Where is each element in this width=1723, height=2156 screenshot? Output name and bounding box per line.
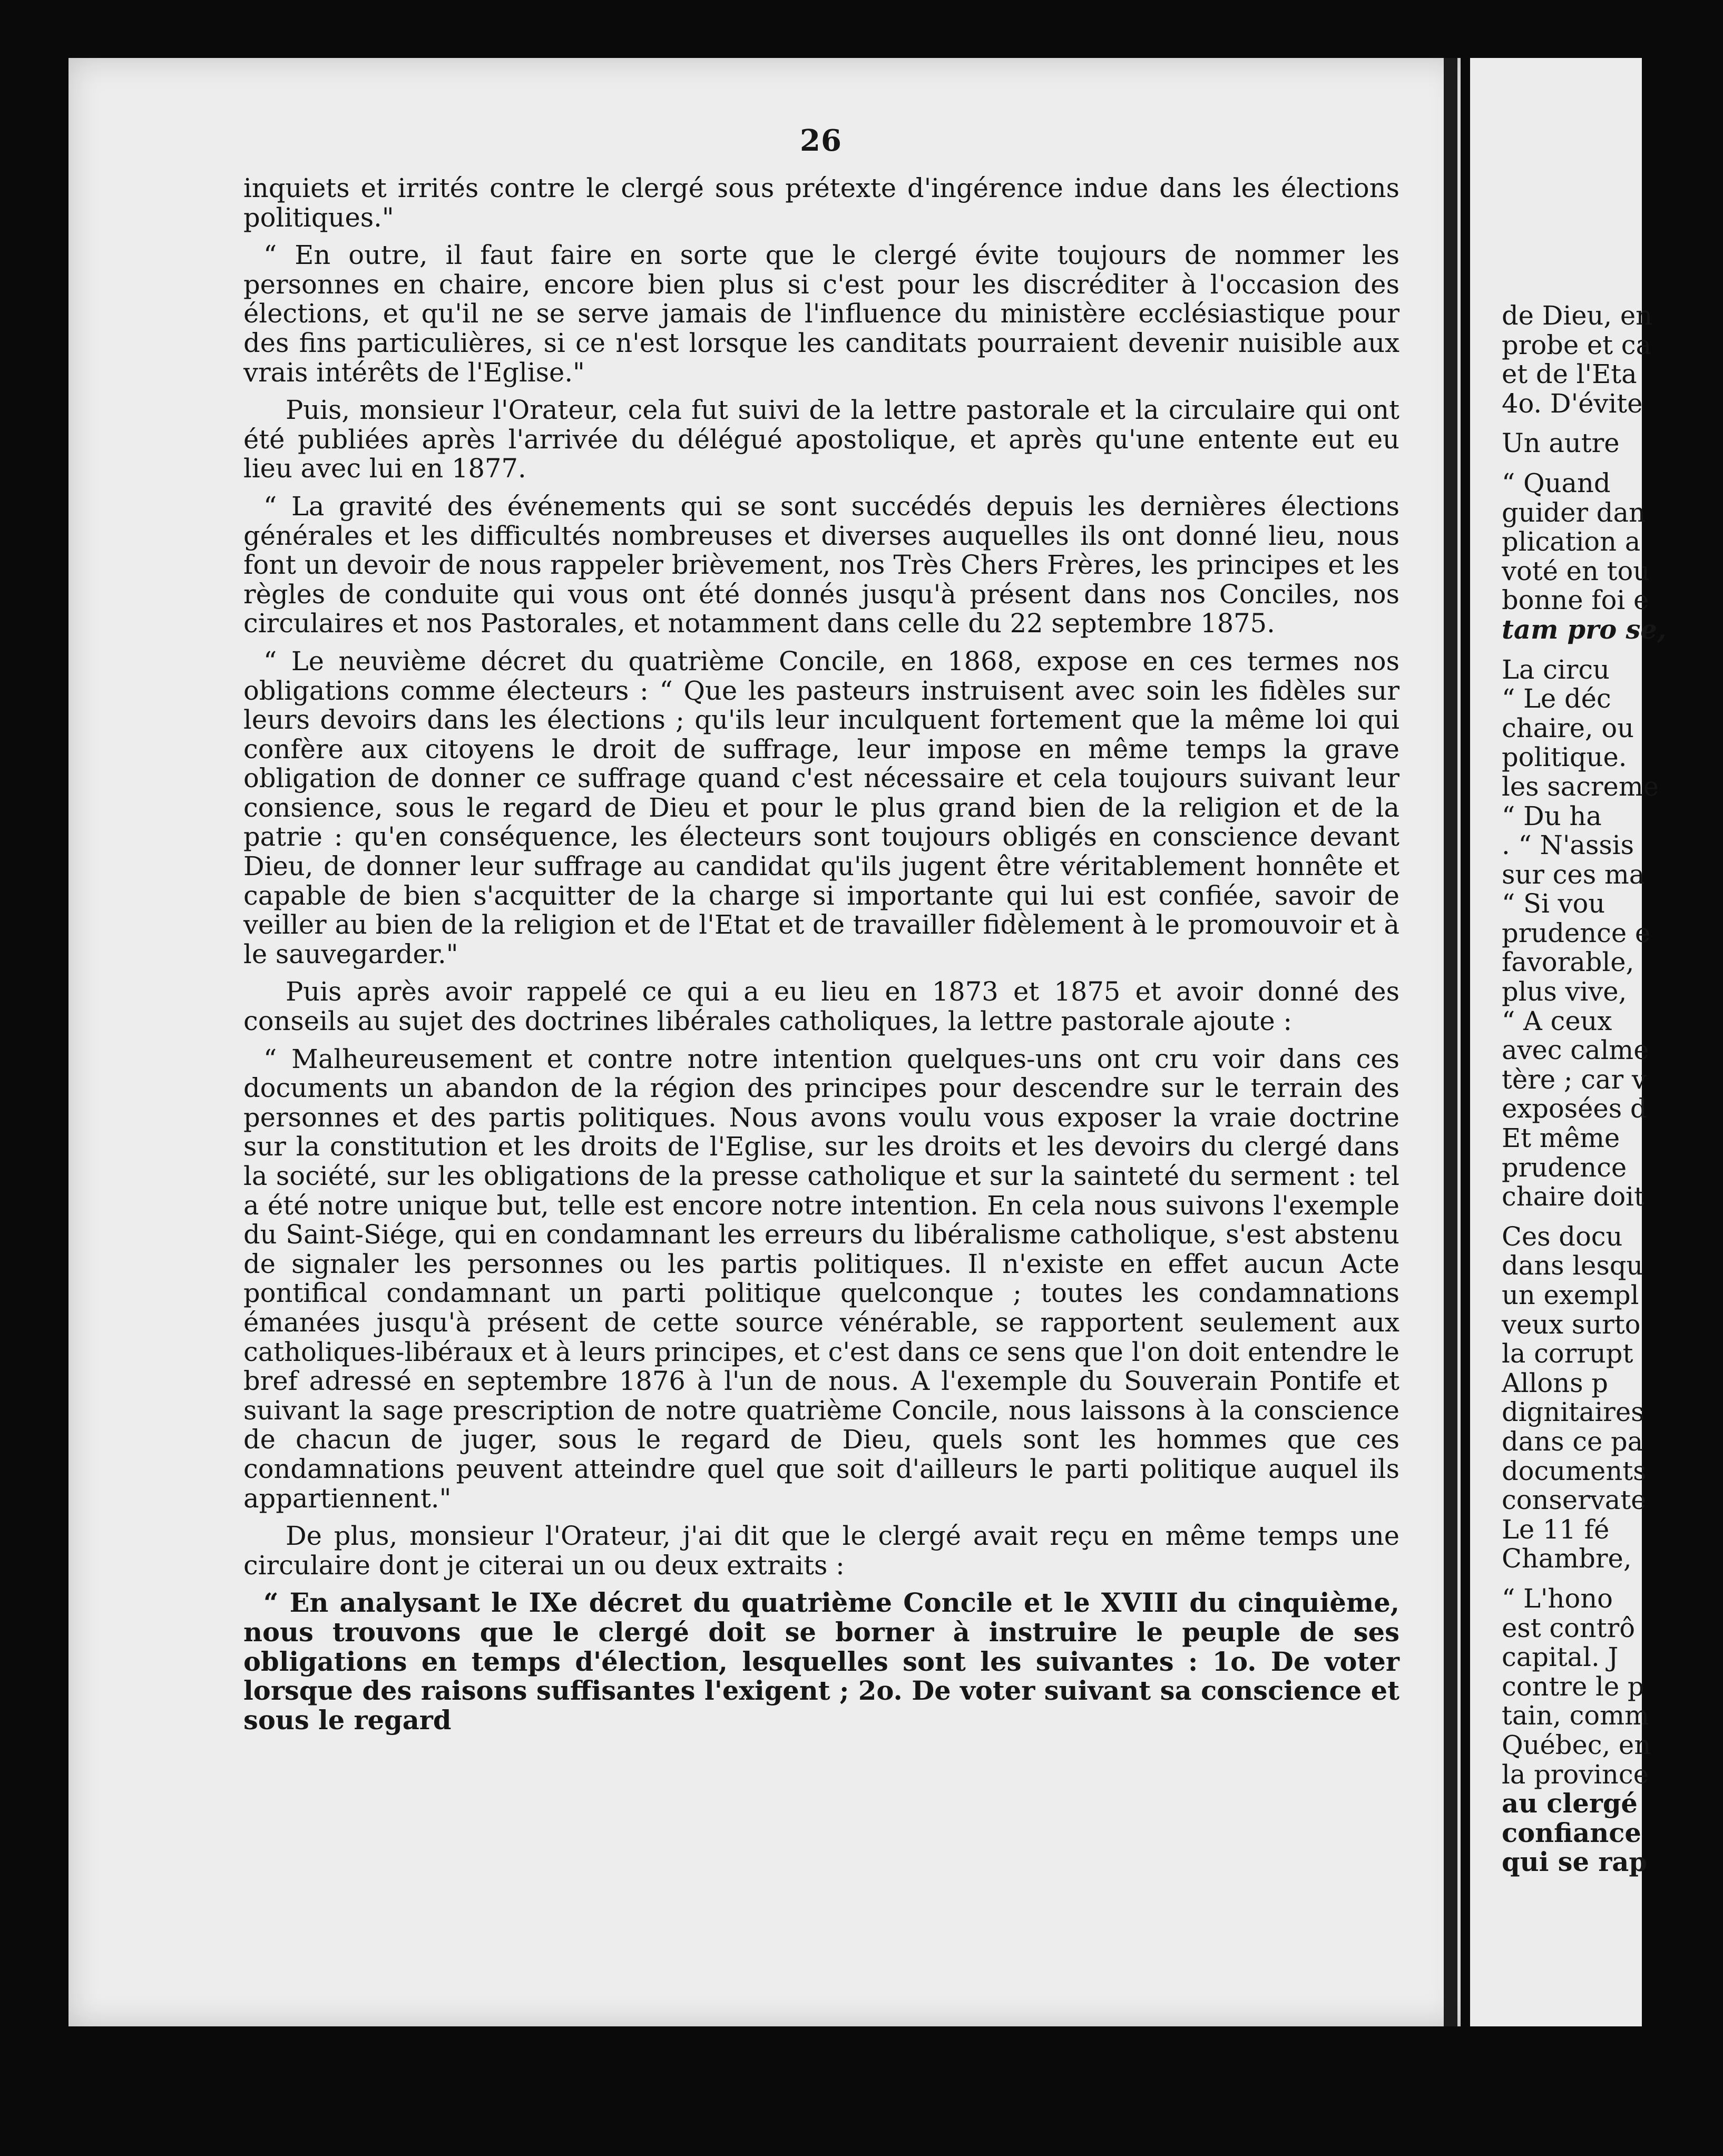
- facing-line: conservate: [1502, 1485, 1647, 1516]
- facing-line: avec calme: [1502, 1035, 1649, 1066]
- facing-line: chaire doit: [1502, 1181, 1644, 1212]
- facing-line: Un autre: [1502, 428, 1620, 459]
- page-number: 26: [800, 123, 842, 158]
- facing-line: dignitaires: [1502, 1397, 1644, 1428]
- facing-line: Allons p: [1502, 1367, 1608, 1398]
- facing-line: guider dan: [1502, 497, 1646, 528]
- facing-line: favorable,: [1502, 947, 1634, 978]
- facing-line: . “ N'assis: [1502, 830, 1634, 861]
- facing-line: tère ; car v: [1502, 1064, 1647, 1095]
- facing-line: “ Quand: [1502, 467, 1611, 498]
- body-paragraph: inquiets et irrités contre le clergé sous prétexte d'ingérence indue dans les élections politiques.": [243, 173, 1399, 233]
- facing-page-text: [1502, 301, 1723, 1877]
- facing-line: “ Si vou: [1502, 888, 1605, 919]
- body-paragraph: Puis après avoir rappelé ce qui a eu lieu en 1873 et 1875 et avoir donné des conseils au sujet des doctrines libérales catholiques, la lettre pastorale ajoute :: [243, 976, 1399, 1037]
- facing-page: [1470, 58, 1667, 2026]
- facing-line: plus vive,: [1502, 976, 1627, 1007]
- facing-line: tain, comm: [1502, 1700, 1649, 1731]
- facing-line: exposées d: [1502, 1093, 1647, 1124]
- facing-line: prudence: [1502, 1152, 1627, 1183]
- facing-line: Québec, en: [1502, 1729, 1651, 1760]
- facing-line: Ces docu: [1502, 1221, 1623, 1252]
- body-paragraph: Puis, monsieur l'Orateur, cela fut suivi de la lettre pastorale et la circulaire qui ont été publiées après l'arrivée du délégué apostolique, et après qu'une entente eut eu lieu avec lui en 1877.: [243, 395, 1399, 484]
- facing-line: documents: [1502, 1455, 1647, 1486]
- body-paragraph: “ En analysant le IXe décret du quatrième Concile et le XVIII du cinquième, nous trouvons que le clergé doit se borner à instruire le peuple de ses obligations en temps d'élection, lesquelles sont les suivantes : 1o. De voter lorsque des raisons suffisantes l'exigent ; 2o. De voter suivant sa conscience et sous le regard: [243, 1587, 1399, 1736]
- facing-line: Et même: [1502, 1123, 1620, 1154]
- facing-line: Chambre,: [1502, 1543, 1632, 1574]
- facing-line: dans lesqu: [1502, 1250, 1643, 1281]
- facing-line: la province: [1502, 1759, 1649, 1790]
- facing-line: “ Du ha: [1502, 800, 1602, 831]
- facing-line: “ A ceux: [1502, 1005, 1612, 1036]
- facing-line: politique.: [1502, 742, 1627, 773]
- facing-line: prudence e: [1502, 917, 1651, 948]
- body-paragraph: “ Le neuvième décret du quatrième Concile, en 1868, expose en ces termes nos obligations comme électeurs : “ Que les pasteurs instruisent avec soin les fidèles sur leurs devoirs dans les élections ; qu'ils leur inculquent fortement que la même loi qui confère aux citoyens le droit de suffrage, leur impose en même temps la grave obligation de donner ce suffrage quand c'est nécessaire et cela toujours suivant leur consience, sous le regard de Dieu et pour le plus grand bien de la religion et de la patrie : qu'en conséquence, les électeurs sont toujours obligés en conscience devant Dieu, de donner leur suffrage au candidat qu'ils jugent être véritablement honnête et capable de bien s'acquitter de la charge si importante qui lui est confiée, savoir de veiller au bien de la religion et de l'Etat et de travailler fidèlement à le promouvoir et à le sauvegarder.": [243, 645, 1399, 969]
- facing-line: est contrô: [1502, 1612, 1636, 1643]
- facing-line: la corrupt: [1502, 1338, 1633, 1369]
- facing-line: de Dieu, en: [1502, 300, 1653, 331]
- facing-line: contre le p: [1502, 1671, 1644, 1702]
- facing-line: veux surto: [1502, 1309, 1641, 1340]
- facing-line: “ L'hono: [1502, 1583, 1613, 1614]
- facing-line: confiance: [1502, 1817, 1641, 1848]
- facing-line: voté en tou: [1502, 555, 1650, 586]
- body-paragraph: “ Malheureusement et contre notre intention quelques-uns ont cru voir dans ces documents un abandon de la région des principes pour descendre sur le terrain des personnes et des partis politiques. Nous avons voulu vous exposer la vraie doctrine sur la constitution et les droits de l'Eglise, sur les droits et les devoirs du clergé dans la société, sur les obligations de la presse catholique et sur la sainteté du serment : tel a été notre unique but, telle est encore notre intention. En cela nous suivons l'exemple du Saint-Siége, qui en condamnant les erreurs du libéralisme catholique, s'est abstenu de signaler les personnes ou les partis politiques. Il n'existe en effet aucun Acte pontifical condamnant un parti politique quelconque ; toutes les condamnations émanées jusqu'à présent de cette source vénérable, se rapportent seulement aux catholiques-libéraux et à leurs principes, et c'est dans ce sens que l'on doit entendre le bref adressé en septembre 1876 à l'un de nous. A l'exemple du Souverain Pontife et suivant la sage prescription de notre quatrième Concile, nous laissons à la conscience de chacun de juger, sous le regard de Dieu, quels sont les hommes que ces condamnations peuvent atteindre quel que soit d'ailleurs le parti politique auquel ils appartiennent.": [243, 1043, 1399, 1514]
- facing-line: capital. J: [1502, 1642, 1619, 1673]
- facing-line: 4o. D'évite: [1502, 388, 1643, 419]
- facing-line: dans ce pa: [1502, 1426, 1643, 1457]
- facing-line: Le 11 fé: [1502, 1514, 1610, 1545]
- facing-line: sur ces ma: [1502, 859, 1645, 890]
- facing-line: et de l'Eta: [1502, 359, 1637, 390]
- body-paragraph: “ La gravité des événements qui se sont succédés depuis les dernières élections générales et les difficultés nombreuses et diverses auquelles ils ont donné lieu, nous font un devoir de nous rappeler brièvement, nos Très Chers Frères, les principes et les règles de conduite qui vous ont été donnés jusqu'à présent dans nos Conciles, nos circulaires et nos Pastorales, et notamment dans celle du 22 septembre 1875.: [243, 491, 1399, 639]
- body-text: [243, 174, 1399, 1743]
- facing-line: au clergé: [1502, 1788, 1638, 1819]
- facing-line: chaire, ou: [1502, 712, 1634, 743]
- body-paragraph: De plus, monsieur l'Orateur, j'ai dit que le clergé avait reçu en même temps une circulaire dont je citerai un ou deux extraits :: [243, 1521, 1399, 1581]
- facing-line: qui se rap: [1502, 1847, 1647, 1878]
- page-gutter-shadow: [1444, 58, 1457, 2026]
- facing-line: bonne foi e: [1502, 585, 1649, 616]
- body-paragraph: “ En outre, il faut faire en sorte que le clergé évite toujours de nommer les personnes en chaire, encore bien plus si c'est pour les discréditer à l'occasion des élections, et qu'il ne se serve jamais de l'influence du ministère ecclésiastique pour des fins particulières, si ce n'est lorsque les canditats pourraient devenir nuisible aux vrais intérêts de l'Eglise.": [243, 240, 1399, 388]
- facing-line: un exempl: [1502, 1280, 1639, 1310]
- facing-line: probe et ca: [1502, 329, 1652, 360]
- facing-line: les sacreme: [1502, 771, 1659, 802]
- facing-line: “ Le déc: [1502, 683, 1611, 714]
- facing-line: La circu: [1502, 654, 1610, 685]
- facing-line: plication a: [1502, 526, 1641, 557]
- facing-line: tam pro se,: [1502, 614, 1667, 645]
